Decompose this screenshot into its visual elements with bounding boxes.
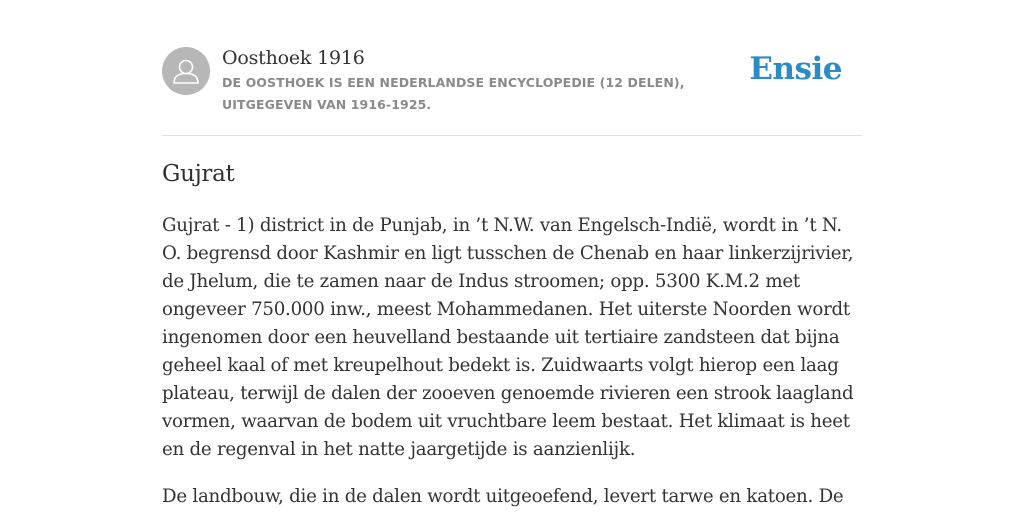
- user-icon: [162, 47, 210, 95]
- avatar[interactable]: [162, 47, 210, 95]
- source-name[interactable]: Oosthoek 1916: [222, 47, 365, 69]
- article-paragraph: De landbouw, die in de dalen wordt uitgeoefend, levert tarwe en katoen. De: [162, 486, 844, 507]
- ensie-logo[interactable]: Ensie: [749, 51, 842, 87]
- article-body: [162, 212, 862, 530]
- source-description: DE OOSTHOEK IS EEN NEDERLANDSE ENCYCLOPEDIE (12 DELEN), UITGEGEVEN VAN 1916-1925.: [222, 75, 685, 112]
- page-title: Gujrat: [162, 161, 235, 187]
- article-page: [162, 0, 862, 507]
- article-paragraph: Gujrat - 1) district in de Punjab, in ’t N.W. van Engelsch-Indië, wordt in ’t N. O. begrensd door Kashmir en ligt tusschen de Chenab en haar linkerzijrivier, de Jhelum, die te zamen naar de Indus stroomen; opp. 5300 K.M.2 met ongeveer 750.000 inw., meest Mohammedanen. Het uiterste Noorden wordt ingenomen door een heuvelland bestaande uit tertiaire zandsteen dat bijna geheel kaal of met kreupelhout bedekt is. Zuidwaarts volgt hierop een laag plateau, terwijl de dalen der zooeven genoemde rivieren een strook laagland vormen, waarvan de bodem uit vruchtbare leem bestaat. Het klimaat is heet en de regenval in het natte jaargetijde is aanzienlijk.: [162, 215, 854, 460]
- source-header: [162, 0, 862, 136]
